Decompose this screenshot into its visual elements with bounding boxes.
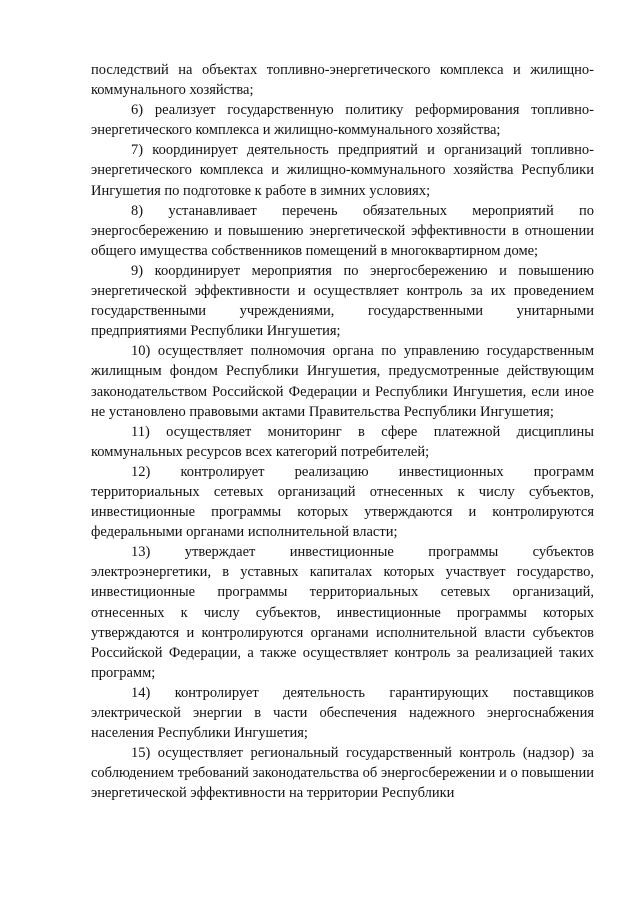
paragraph-item-7: 7) координирует деятельность предприятий и организаций топливно-энергетического комплекса и жилищно-коммунального хозяйства Республики Ингушетия по подготовке к работе в зимних условиях; [91,142,594,199]
paragraph-item-13: 13) утверждает инвестиционные программы субъектов электроэнергетики, в уставных капиталах которых участвует государство, инвестиционные программы территориальных сетевых организаций, отнесенных к числу субъектов, инвестиционные программы которых утверждаются и контролируются органами исполнительной власти субъектов Российской Федерации, а также осуществляет контроль за реализацией таких программ; [91,544,594,681]
paragraph-item-10: 10) осуществляет полномочия органа по управлению государственным жилищным фондом Республики Ингушетия, предусмотренные действующим законодательством Российской Федерации и Республики Ингушетия, если иное не установлено правовыми актами Правительства Республики Ингушетия; [91,343,594,420]
paragraph-item-6: 6) реализует государственную политику реформирования топливно-энергетического комплекса и жилищно-коммунального хозяйства; [91,102,594,139]
paragraph-item-8: 8) устанавливает перечень обязательных мероприятий по энергосбережению и повышению энергетической эффективности в отношении общего имущества собственников помещений в многоквартирном доме; [91,202,594,259]
paragraph-item-12: 12) контролирует реализацию инвестиционных программ территориальных сетевых организаций отнесенных к числу субъектов, инвестиционные программы которых утверждаются и контролируются федеральными органами исполнительной власти; [91,463,594,541]
paragraph-item-9: 9) координирует мероприятия по энергосбережению и повышению энергетической эффективности и осуществляет контроль за их проведением государственными учреждениями, государственными унитарными предприятиями Республики Ингушетия; [91,262,594,340]
document-body [91,60,594,803]
paragraph-item-11: 11) осуществляет мониторинг в сфере платежной дисциплины коммунальных ресурсов всех категорий потребителей; [91,423,594,460]
paragraph-item-15: 15) осуществляет региональный государственный контроль (надзор) за соблюдением требований законодательства об энергосбережении и о повышении энергетической эффективности на территории Республики [91,745,594,802]
paragraph-continuation: последствий на объектах топливно-энергетического комплекса и жилищно-коммунального хозяйства; [91,62,594,99]
paragraph-item-14: 14) контролирует деятельность гарантирующих поставщиков электрической энергии в части обеспечения надежного энергоснабжения населения Республики Ингушетия; [91,684,594,742]
